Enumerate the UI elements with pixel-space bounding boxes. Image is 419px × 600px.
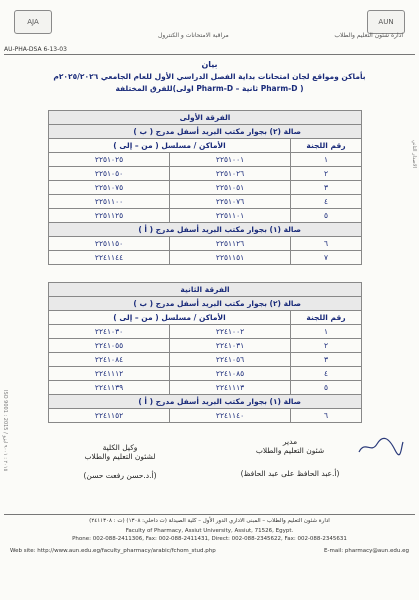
year-heading: الفرقة الأولى [49,111,362,125]
table-row: ٢ ٢٢٥١٠٢٦ ٢٢٥١٠٥٠ [49,167,362,181]
doc-title: بيان [201,60,218,69]
col-committee: رقم اللجنة [291,311,362,325]
table-row: ١ ٢٢٤١٠٠٢ ٢٢٤١٠٣٠ [49,325,362,339]
table-row: ٦ ٢٢٤١١٤٠ ٢٢٤١١٥٢ [49,409,362,423]
signatory-name: (أ.د.حسن رفعت حسن) [83,471,157,480]
document-code: AU-PHA-DSA 6-13-03 [4,46,67,53]
edition-note: الاصدار الثاني [411,140,417,169]
director-signature [235,437,345,478]
col-committee: رقم اللجنة [291,139,362,153]
iso-note: ISO 9001 : 2015 / ٢٠١٥ : ٩٠٠١ ايزو [2,390,8,472]
footer-contacts: Phone: 002-088-2411306, Fax: 002-088-2411431, Direct: 002-088-2345622, Fax: 002-088-2345631 [72,536,347,542]
doc-groups: للفرق المختلفة(اولى Pharm-D – ثانية Pharm-D ) [115,84,304,93]
signatory-office: لشئون التعليم والطلاب [84,452,156,461]
faculty-logo: AUN [367,10,405,34]
table-row: ٤ ٢٢٤١٠٨٥ ٢٢٤١١١٢ [49,367,362,381]
university-logo: AJA [14,10,52,34]
email-link[interactable]: E-mail: pharmacy@aun.edu.eg [324,548,409,554]
table-row: ٤ ٢٢٥١٠٧٦ ٢٢٥١١٠٠ [49,195,362,209]
signatory-office: شئون التعليم والطلاب [255,446,325,455]
table-row: ٥ ٢٢٤١١١٣ ٢٢٤١١٣٩ [49,381,362,395]
footer-divider [4,514,415,515]
website-link[interactable]: Web site: http://www.aun.edu.eg/faculty_pharmacy/arabic/fchom_stud.php [10,548,216,554]
col-places: الأماكن / مسلسل ( من – إلى ) [49,311,291,325]
table-row: ٥ ٢٢٥١١٠١ ٢٢٥١١٢٥ [49,209,362,223]
hall-heading: صالة (١) بجوار مكتب البريد أسفل مدرج ( أ ) [49,223,362,237]
signatory-name: (أ.عبد الحافظ على عبد الحافظ) [240,469,340,478]
doc-subtitle: بأماكن ومواقع لجان امتحانات بداية الفصل الدراسي الأول للعام الجامعي ٢٠٢٥/٢٠٢٦م [53,72,366,81]
year2-table [48,282,362,423]
table-row: ٢ ٢٢٤١٠٣١ ٢٢٤١٠٥٥ [49,339,362,353]
handwritten-signature [355,436,405,456]
footer-line-en: Faculty of Pharmacy, Assiut University, Assiut, 71526, Egypt. [125,528,294,534]
signatory-title: مدير [282,437,298,446]
hall-heading: صالة (٢) بجوار مكتب البريد أسفل مدرج ( ب ) [49,125,362,139]
hall-heading: صالة (٢) بجوار مكتب البريد أسفل مدرج ( ب ) [49,297,362,311]
table-row: ٣ ٢٢٥١٠٥١ ٢٢٥١٠٧٥ [49,181,362,195]
letterhead [8,6,411,44]
year1-table [48,110,362,265]
table-row: ٦ ٢٢٥١١٢٦ ٢٢٥١١٥٠ [49,237,362,251]
unit-name: مراقبة الامتحانات و الكنترول [158,32,229,39]
col-places: الأماكن / مسلسل ( من – إلى ) [49,139,291,153]
hall-heading: صالة (١) بجوار مكتب البريد أسفل مدرج ( أ ) [49,395,362,409]
year-heading: الفرقة الثانية [49,283,362,297]
footer-line-ar: ادارة شئون التعليم والطلاب – المبنى الاداري الدور الأول – كلية الصيدلة (ت داخلي: ١٣٠٨) (ت : ٢٤١١٣٠٨) [89,518,330,524]
table-row: ٣ ٢٢٤١٠٥٦ ٢٢٤١٠٨٤ [49,353,362,367]
dept-name: ادارة شئون التعليم والطلاب [334,32,403,39]
signatory-title: وكيل الكلية [102,443,138,452]
table-row: ٧ ٢٢٥١١٥١ ٢٢٤١١٤٤ [49,251,362,265]
table-row: ١ ٢٢٥١٠٠١ ٢٢٥١٠٢٥ [49,153,362,167]
vice-dean-signature [70,443,170,480]
header-divider [4,54,415,55]
